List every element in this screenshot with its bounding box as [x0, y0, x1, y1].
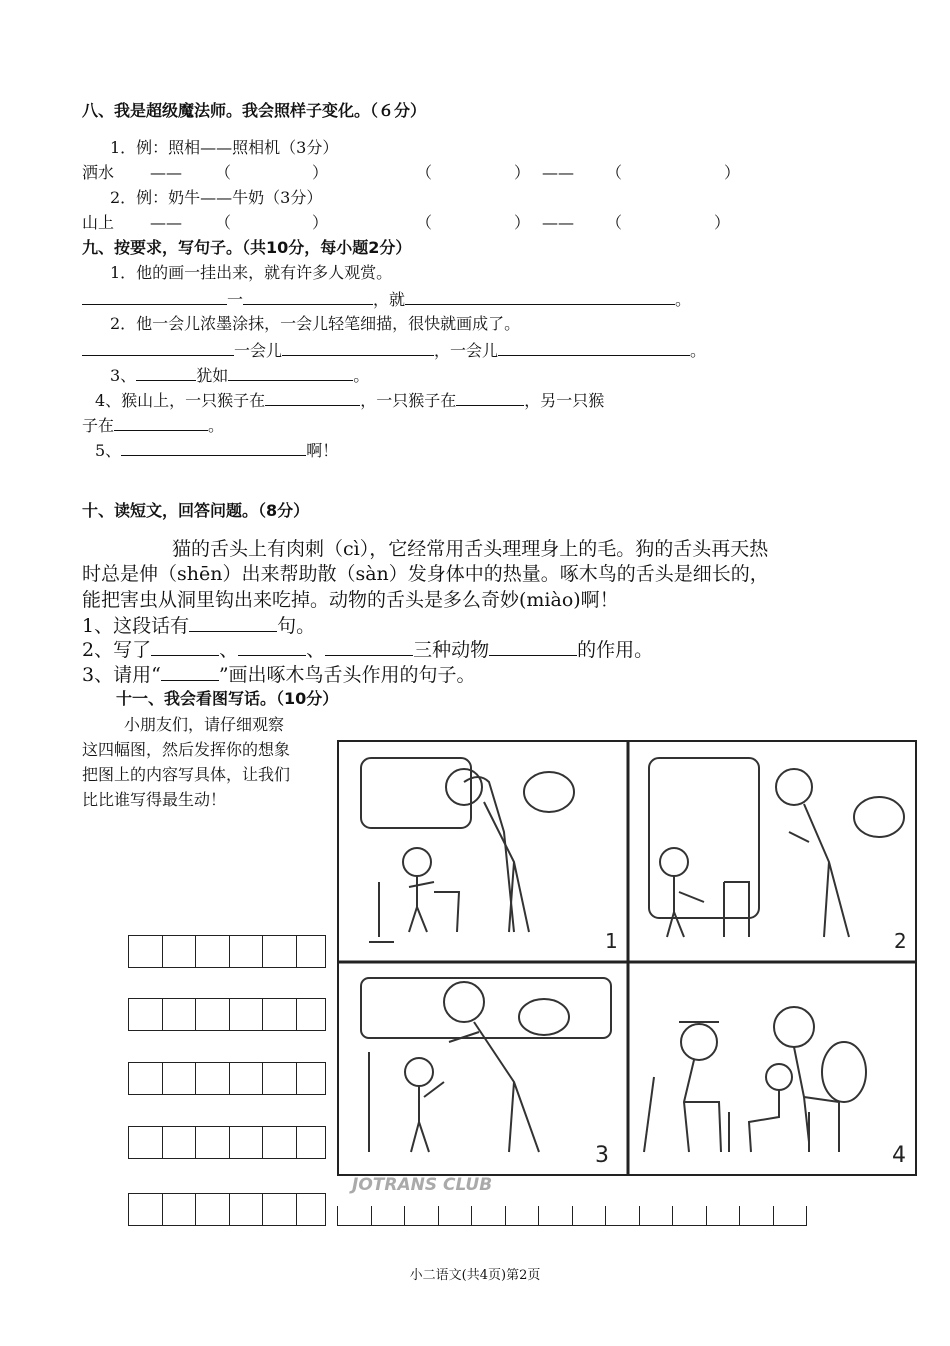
s8-q2-word: 山上: [82, 213, 115, 232]
s10-q2-b: 三种动物: [413, 639, 490, 661]
writing-grid-row[interactable]: [128, 1062, 326, 1095]
period: 。: [353, 366, 370, 385]
paren-right: ）: [312, 213, 329, 232]
paren-left: （: [606, 163, 623, 182]
s10-q2: [82, 637, 653, 662]
paren-left: （: [416, 163, 433, 182]
s9-q4-cont: [82, 415, 224, 436]
blank[interactable]: [189, 613, 277, 632]
s11-intro-line: 小朋友们，请仔细观察: [124, 715, 285, 734]
s8-q1: 1．例：照相——照相机（3分）: [110, 138, 339, 157]
s11-intro-line: 把图上的内容写具体，让我们: [82, 765, 291, 784]
s9-q1: 1．他的画一挂出来，就有许多人观赏。: [110, 263, 393, 282]
dash: ——: [150, 163, 182, 182]
blank[interactable]: [265, 390, 360, 406]
s10-q3: [82, 662, 476, 687]
section-10-title: 十、读短文，回答问题。（8分）: [82, 501, 310, 520]
s9-q5-num: 5、: [95, 441, 122, 460]
paren-right: ）: [514, 213, 531, 232]
s10-q1-b: 句。: [277, 615, 316, 637]
blank[interactable]: [243, 289, 373, 305]
s9-q4-c: ，另一只猴: [524, 391, 605, 410]
dash: ——: [150, 213, 182, 232]
s9-q3-mid: 犹如: [196, 366, 229, 385]
sep: 、: [306, 639, 326, 661]
s10-q2-a: 2、写了: [82, 639, 152, 661]
blank[interactable]: [238, 637, 306, 656]
s9-q1-answer: [82, 289, 691, 310]
blank[interactable]: [151, 637, 219, 656]
blank[interactable]: [136, 365, 196, 381]
comic-strip: [337, 740, 917, 1176]
dash: ——: [542, 163, 574, 182]
s11-intro-line: 比比谁写得最生动！: [82, 790, 227, 809]
s9-q1-jiu: ，就: [373, 290, 406, 309]
s8-q2-row: [82, 213, 731, 233]
paren-right: ）: [714, 213, 731, 232]
writing-grid-row-extension[interactable]: [337, 1206, 807, 1226]
passage-line: 时总是伸（shēn）出来帮助散（sàn）发身体中的热量。啄木鸟的舌头是细长的，: [82, 563, 769, 585]
blank[interactable]: [114, 415, 208, 431]
s9-q3: [110, 365, 369, 386]
passage-line: 能把害虫从洞里钩出来吃掉。动物的舌头是多么奇妙(miào)啊！: [82, 589, 619, 611]
paren-right: ）: [514, 163, 531, 182]
blank[interactable]: [456, 390, 524, 406]
section-9-title: 九、按要求，写句子。（共10分，每小题2分）: [82, 238, 412, 257]
s9-q2-answer: [82, 340, 706, 361]
blank[interactable]: [121, 440, 306, 456]
s8-q1-row: [82, 163, 741, 183]
watermark-logo: JOTRANS CLUB: [352, 1175, 493, 1195]
passage-line: 猫的舌头上有肉刺（cì），它经常用舌头理理身上的毛。狗的舌头再天热: [172, 538, 769, 560]
s8-q2: 2．例：奶牛——牛奶（3分）: [110, 188, 323, 207]
blank[interactable]: [325, 637, 413, 656]
s9-q2-b: ，一会儿: [434, 341, 499, 360]
s9-q4-b: ，一只猴子在: [360, 391, 457, 410]
writing-grid-row[interactable]: [128, 1126, 326, 1159]
section-8-title: 八、我是超级魔法师。我会照样子变化。（６分）: [82, 101, 427, 120]
writing-grid-row[interactable]: [128, 998, 326, 1031]
s10-q1: [82, 613, 315, 638]
s9-q4-a: 4、猴山上，一只猴子在: [95, 391, 266, 410]
period: 。: [675, 290, 692, 309]
blank[interactable]: [161, 662, 219, 681]
s9-q2: 2．他一会儿浓墨涂抹，一会儿轻笔细描，很快就画成了。: [110, 314, 521, 333]
blank[interactable]: [498, 340, 690, 356]
s9-q4-d: 子在: [82, 416, 115, 435]
paren-left: （: [606, 213, 623, 232]
s8-q1-word: 洒水: [82, 163, 115, 182]
blank[interactable]: [82, 289, 227, 305]
s10-q2-c: 的作用。: [577, 639, 654, 661]
writing-grid-row[interactable]: [128, 935, 326, 968]
paren-left: （: [416, 213, 433, 232]
blank[interactable]: [82, 340, 234, 356]
s9-q3-num: 3、: [110, 366, 137, 385]
blank[interactable]: [228, 365, 353, 381]
writing-grid-row[interactable]: [128, 1193, 326, 1226]
panel-number: 4: [892, 1143, 906, 1168]
s9-q5-end: 啊！: [306, 441, 339, 460]
panel-number: 2: [894, 929, 907, 953]
blank[interactable]: [489, 637, 577, 656]
panel-number: 3: [595, 1143, 609, 1168]
paren-right: ）: [724, 163, 741, 182]
period: 。: [690, 341, 707, 360]
blank[interactable]: [405, 289, 675, 305]
s9-q1-yi: 一: [227, 290, 244, 309]
page-footer: 小二语文(共4页)第2页: [409, 1268, 541, 1283]
section-11-title: 十一、我会看图写话。（10分）: [116, 689, 339, 708]
period: 。: [208, 416, 225, 435]
s11-intro-line: 这四幅图，然后发挥你的想象: [82, 740, 291, 759]
blank[interactable]: [282, 340, 434, 356]
s10-q3-a: 3、请用“: [82, 664, 161, 686]
comic-illustration: [339, 742, 915, 1174]
s10-q3-b: ”画出啄木鸟舌头作用的句子。: [218, 664, 476, 686]
dash: ——: [542, 213, 574, 232]
panel-number: 1: [605, 929, 618, 953]
paren-left: （: [215, 163, 232, 182]
s9-q4: [95, 390, 604, 411]
s9-q5: [95, 440, 338, 461]
s9-q2-a: 一会儿: [234, 341, 283, 360]
paren-left: （: [215, 213, 232, 232]
sep: 、: [219, 639, 239, 661]
paren-right: ）: [312, 163, 329, 182]
s10-q1-a: 1、这段话有: [82, 615, 190, 637]
